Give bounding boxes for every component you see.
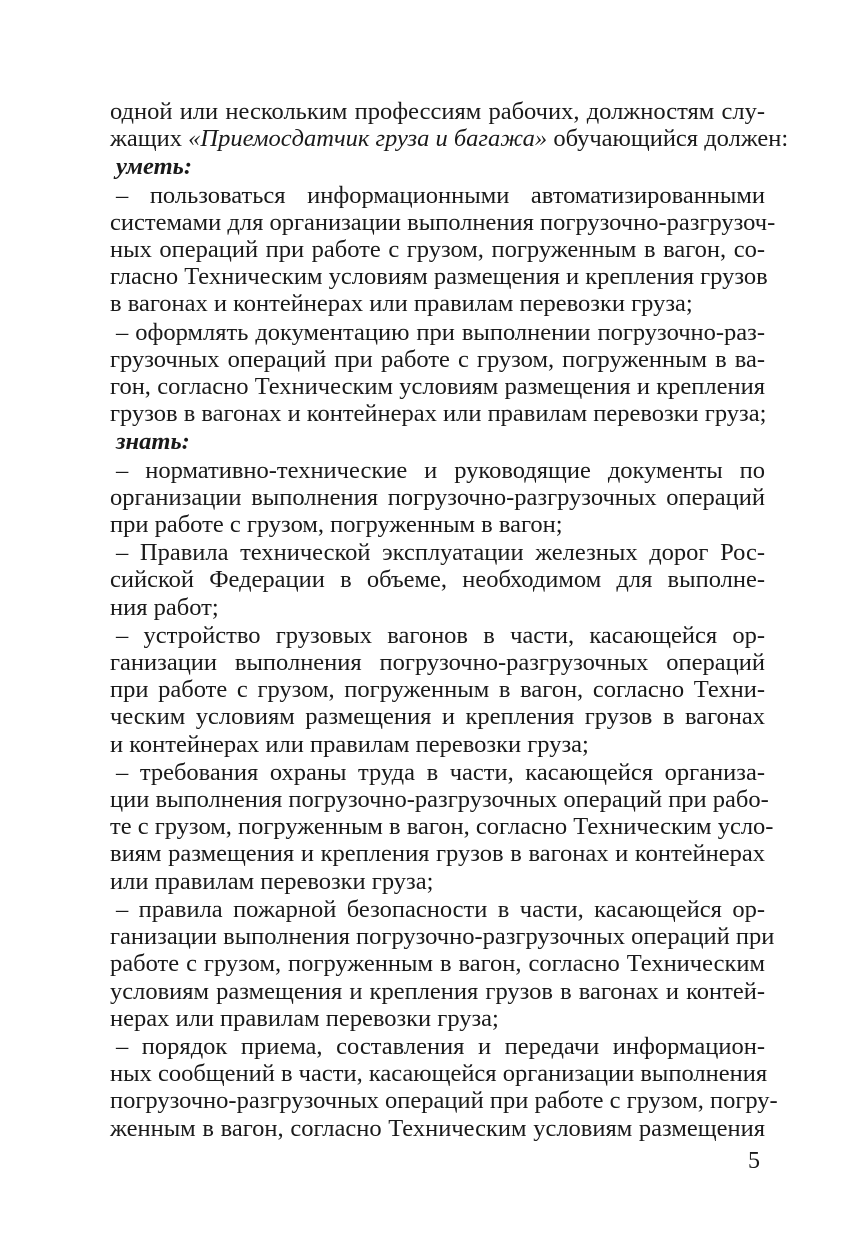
text-line: сийской Федерации в объеме, необходимом для выполне- [110,566,765,594]
text-line: организации выполнения погрузочно-разгрузочных операций [110,483,765,511]
knowledge-item-4 [110,758,774,895]
text-line: ния работ; [110,593,219,621]
text-line: ганизации выполнения погрузочно-разгрузочных операций [110,649,765,677]
text-line: – порядок приема, составления и передачи информацион- [116,1032,765,1060]
page-number: 5 [748,1148,760,1174]
text-line: – требования охраны труда в части, касающейся организа- [116,758,765,786]
skills-item-1 [110,181,776,318]
text-line: условиям размещения и крепления грузов в вагонах и контей- [110,977,765,1005]
text-line: ческим условиям размещения и крепления грузов в вагонах [110,703,765,731]
text-line: виям размещения и крепления грузов в вагонах и контейнерах [110,840,765,868]
text-line: и контейнерах или правилам перевозки груза; [110,730,589,758]
skills-heading: уметь: [116,153,193,181]
text-line: гон, согласно Техническим условиям размещения и крепления [110,373,765,401]
text-line: работе с грузом, погруженным в вагон, согласно Техническим [110,950,765,978]
intro-line-2 [110,125,789,153]
knowledge-item-3 [110,622,765,758]
text-line: погрузочно-разгрузочных операций при работе с грузом, погру- [110,1087,778,1115]
intro-line-2-end: обучающийся должен: [547,125,789,153]
text-line: ных сообщений в части, касающейся организации выполнения [110,1060,768,1088]
text-line: в вагонах и контейнерах или правилам перевозки груза; [110,290,693,318]
text-line: при работе с грузом, погруженным в вагон; [110,511,563,539]
text-line: гласно Техническим условиям размещения и крепления грузов [110,263,768,291]
text-line: нерах или правилам перевозки груза; [110,1004,499,1032]
intro-line-1: одной или нескольким профессиям рабочих, должностям слу- [110,98,765,125]
text-line: – нормативно-технические и руководящие документы по [116,456,765,484]
text-line: – Правила технической эксплуатации железных дорог Рос- [116,539,765,567]
text-line: – устройство грузовых вагонов в части, касающейся ор- [116,621,765,649]
text-line: ганизации выполнения погрузочно-разгрузочных операций при [110,923,775,951]
text-line: грузочных операций при работе с грузом, погруженным в ва- [110,345,765,373]
text-line: или правилам перевозки груза; [110,867,434,895]
text-line: – оформлять документацию при выполнении погрузочно-раз- [116,318,765,346]
text-line: ции выполнения погрузочно-разгрузочных операций при рабо- [110,786,769,814]
knowledge-item-6 [110,1032,778,1142]
text-line: женным в вагон, согласно Техническим условиям размещения [110,1114,765,1142]
text-line: те с грузом, погруженным в вагон, согласно Техническим усло- [110,813,774,841]
text-line: при работе с грузом, погруженным в вагон, согласно Техни- [110,676,765,704]
profession-title: «Приемосдатчик груза и багажа» [188,125,548,153]
skills-item-2 [110,319,765,428]
text-line: системами для организации выполнения погрузочно-разгрузоч- [110,208,776,236]
text-line: ных операций при работе с грузом, погруженным в вагон, со- [110,236,765,264]
text-line: – правила пожарной безопасности в части, касающейся ор- [116,895,765,923]
knowledge-item-2 [110,539,765,621]
page-body [110,98,789,1142]
text-line: – пользоваться информационными автоматизированными [116,181,765,209]
knowledge-item-1 [110,457,765,539]
knowledge-heading: знать: [116,428,190,456]
text-line: грузов в вагонах и контейнерах или правилам перевозки груза; [110,400,767,428]
intro-line-2-start: жащих [110,125,189,153]
knowledge-item-5 [110,895,775,1032]
